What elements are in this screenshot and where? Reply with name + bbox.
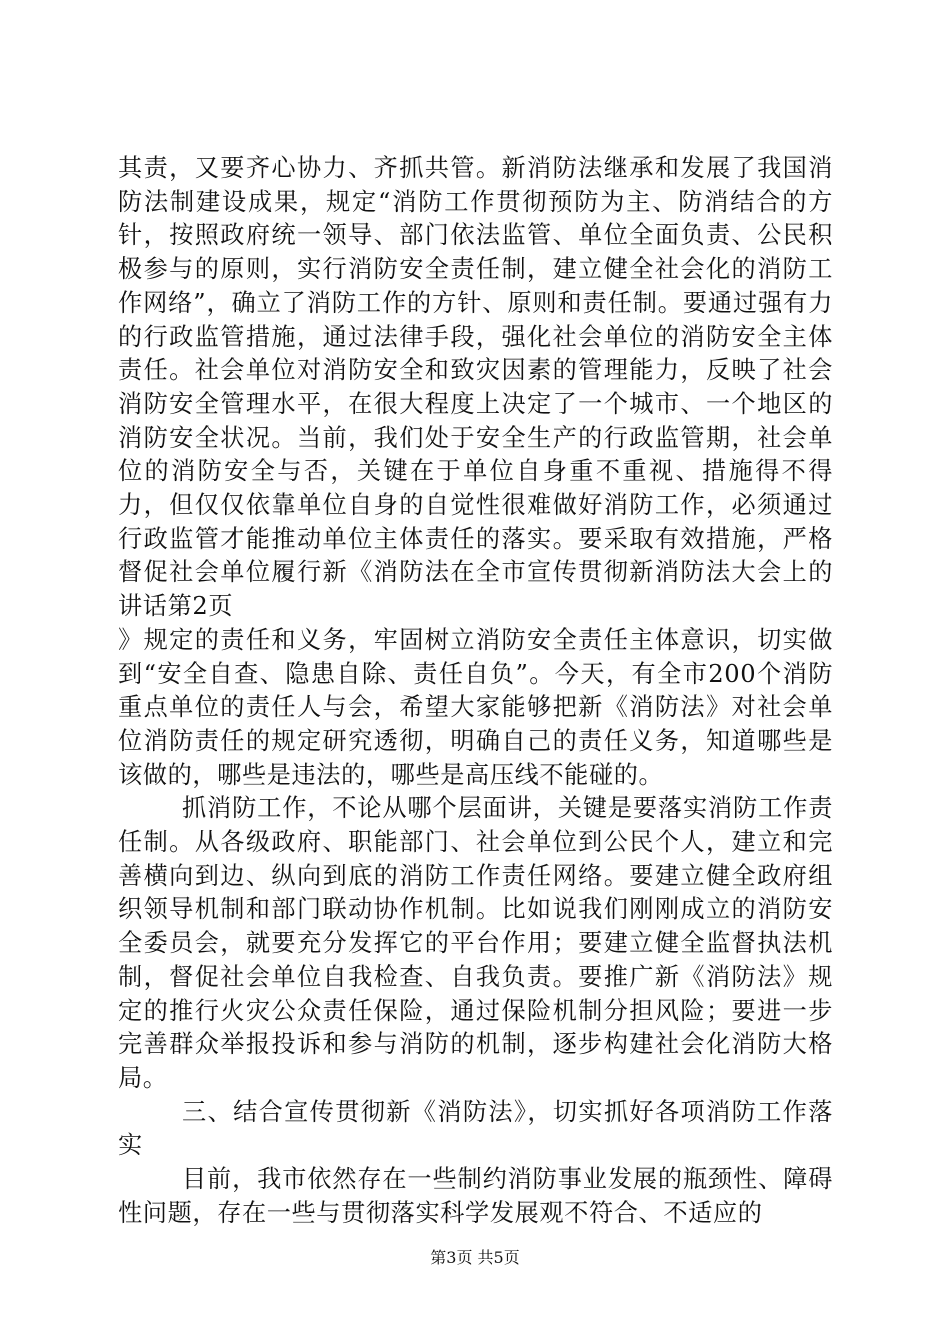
paragraph-current-situation: 目前，我市依然存在一些制约消防事业发展的瓶颈性、障碍性问题，存在一些与贯彻落实科学发展观不符合、不适应的 [118,1165,833,1227]
section-heading: 三、结合宣传贯彻新《消防法》，切实抓好各项消防工作落实 [118,1097,833,1160]
paragraph-responsibility: 》规定的责任和义务，牢固树立消防安全责任主体意识，切实做到“安全自查、隐患自除、责任自负”。今天，有全市200个消防重点单位的责任人与会，希望大家能够把新《消防法》对社会单位消防责任的规定研究透彻，明确自己的责任义务，知道哪些是该做的，哪些是违法的，哪些是高压线不能碰的。 [118,625,833,789]
page-footer: 第3页 共5页 [430,1248,520,1267]
paragraph-continuation: 其责，又要齐心协力、齐抓共管。新消防法继承和发展了我国消防法制建设成果，规定“消防工作贯彻预防为主、防消结合的方针，按照政府统一领导、部门依法监管、单位全面负责、公民积极参与的原则，实行消防安全责任制，建立健全社会化的消防工作网络”，确立了消防工作的方针、原则和责任制。要通过强有力的行政监管措施，通过法律手段，强化社会单位的消防安全主体责任。社会单位对消防安全和致灾因素的管理能力，反映了社会消防安全管理水平，在很大程度上决定了一个城市、一个地区的消防安全状况。当前，我们处于安全生产的行政监管期，社会单位的消防安全与否，关键在于单位自身重不重视、措施得不得力，但仅仅依靠单位自身的自觉性很难做好消防工作，必须通过行政监管才能推动单位主体责任的落实。要采取有效措施，严格督促社会单位履行新《消防法在全市宣传贯彻新消防法大会上的讲话第2页 [118,154,833,621]
document-body [118,152,833,1231]
paragraph-responsibility-system: 抓消防工作，不论从哪个层面讲，关键是要落实消防工作责任制。从各级政府、职能部门、社会单位到公民个人，建立和完善横向到边、纵向到底的消防工作责任网络。要建立健全政府组织领导机制和部门联动协作机制。比如说我们刚刚成立的消防安全委员会，就要充分发挥它的平台作用；要建立健全监督执法机制，督促社会单位自我检查、自我负责。要推广新《消防法》规定的推行火灾公众责任保险，通过保险机制分担风险；要进一步完善群众举报投诉和参与消防的机制，逐步构建社会化消防大格局。 [118,794,833,1092]
